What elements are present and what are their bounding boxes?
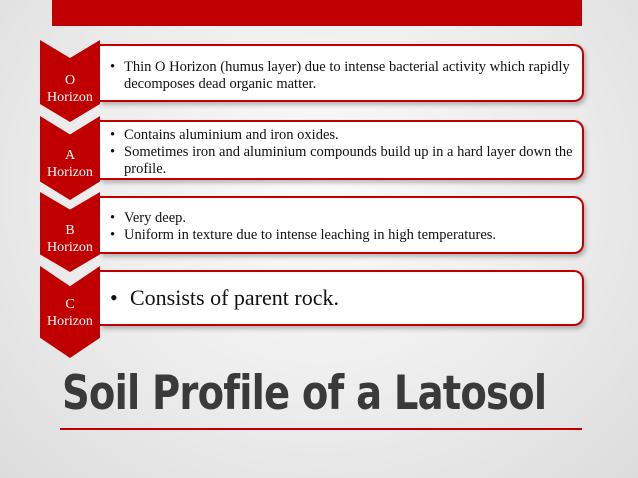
horizon-letter: B	[65, 223, 75, 238]
bullet-text: Consists of parent rock.	[130, 285, 339, 310]
bullet-text: Uniform in texture due to intense leaching in high temperatures.	[124, 227, 497, 243]
horizon-box-b	[100, 196, 584, 254]
bullet-icon: •	[110, 285, 118, 310]
bullet-list	[110, 127, 574, 178]
bullet-list	[110, 210, 574, 244]
horizon-word: Horizon	[47, 240, 93, 255]
bullet-text: Sometimes iron and aluminium compounds build up in a hard layer down the profile.	[124, 144, 573, 177]
bullet-icon: •	[110, 127, 116, 143]
horizon-letter: C	[65, 297, 75, 312]
horizon-letter: A	[64, 148, 76, 163]
bullet-list	[110, 59, 574, 93]
bullet-icon: •	[110, 210, 116, 226]
bullet-text: Thin O Horizon (humus layer) due to intense bacterial activity which rapidly decomposes dead organic matter.	[124, 59, 570, 92]
horizon-box-c	[100, 270, 584, 326]
horizon-box-o	[100, 44, 584, 102]
horizon-letter: O	[64, 73, 76, 88]
bullet-item	[110, 227, 574, 244]
horizon-label-c	[40, 296, 100, 330]
top-accent-bar	[52, 0, 582, 26]
bullet-list	[110, 285, 574, 311]
bullet-text: Contains aluminium and iron oxides.	[124, 127, 339, 143]
slide-title: Soil Profile of a Latosol	[62, 366, 547, 421]
title-underline	[60, 428, 582, 430]
bullet-item	[110, 144, 574, 178]
bullet-item	[110, 127, 574, 144]
horizon-label-a	[40, 147, 100, 181]
bullet-item	[110, 210, 574, 227]
horizon-word: Horizon	[47, 165, 93, 180]
bullet-item	[110, 59, 574, 93]
horizon-word: Horizon	[47, 314, 93, 329]
horizon-word: Horizon	[47, 90, 93, 105]
bullet-icon: •	[110, 144, 116, 160]
horizon-label-b	[40, 222, 100, 256]
bullet-icon: •	[110, 59, 116, 75]
horizon-box-a	[100, 120, 584, 180]
bullet-icon: •	[110, 227, 116, 243]
bullet-item	[110, 285, 574, 311]
horizon-label-o	[40, 72, 100, 106]
bullet-text: Very deep.	[124, 210, 187, 226]
